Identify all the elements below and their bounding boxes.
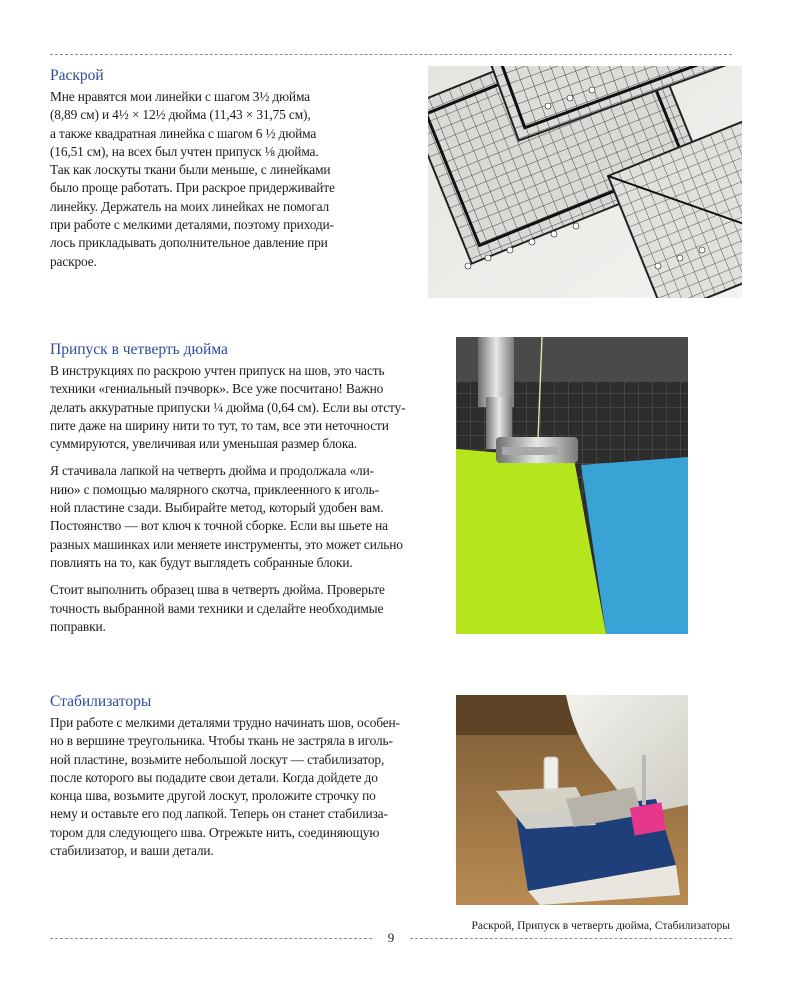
running-title: Раскрой, Припуск в четверть дюйма, Стабилизаторы — [471, 920, 730, 932]
text-line: раскрое. — [50, 253, 97, 269]
paragraph — [50, 362, 430, 453]
text-line: техники «гениальный пэчворк». Все уже посчитано! Важно — [50, 381, 384, 397]
text-line: линейку. Держатель на моих линейках не помогал — [50, 198, 330, 214]
sewing-machine-photo — [456, 695, 688, 905]
text-line: но в вершине треугольника. Чтобы ткань не застряла в иголь- — [50, 733, 393, 749]
text-line: нему и оставьте его под лапкой. Теперь он станет стабилиза- — [50, 806, 388, 822]
text-line: нию» с помощью малярного скотча, приклеенного к иголь- — [50, 481, 379, 497]
text-line: (8,89 см) и 4½ × 12½ дюйма (11,43 × 31,75 см), — [50, 107, 311, 123]
paragraph — [50, 714, 430, 860]
section-heading: Стабилизаторы — [50, 693, 152, 710]
bottom-divider-right — [410, 938, 732, 939]
paragraph — [50, 462, 430, 572]
text-line: поправки. — [50, 618, 106, 634]
section-cutting — [50, 66, 426, 280]
text-line: повлиять на то, как будут выглядеть собранные блоки. — [50, 554, 353, 570]
paragraph — [50, 88, 426, 271]
text-line: Мне нравятся мои линейки с шагом 3½ дюйма — [50, 89, 310, 104]
text-line: суммируются, увеличивая или уменьшая размер блока. — [50, 436, 357, 452]
text-line: конца шва, возьмите другой лоскут, проложите строчку по — [50, 788, 376, 804]
section-heading: Припуск в четверть дюйма — [50, 341, 228, 358]
text-line: лось прикладывать дополнительное давление при — [50, 235, 328, 251]
bottom-divider-left — [50, 938, 372, 939]
text-line: было проще работать. При раскрое придерживайте — [50, 180, 335, 196]
top-divider — [50, 54, 732, 55]
text-line: после которого вы подадите свои детали. Когда дойдете до — [50, 769, 378, 785]
section-quarter-inch — [50, 340, 430, 645]
text-line: Я стачивала лапкой на четверть дюйма и продолжала «ли- — [50, 463, 374, 479]
section-heading: Раскрой — [50, 67, 104, 84]
text-line: делать аккуратные припуски ¼ дюйма (0,64 см). Если вы отсту- — [50, 399, 406, 415]
text-line: при работе с мелкими деталями, поэтому приходи- — [50, 217, 334, 233]
text-line: точность выбранной вами техники и сделайте необходимые — [50, 600, 384, 616]
presser-foot-photo — [456, 337, 688, 634]
paragraph — [50, 581, 430, 636]
text-line: (16,51 см), на всех был учтен припуск ⅛ дюйма. — [50, 143, 319, 159]
text-line: ной пластине, возьмите небольшой лоскут — стабилизатор, — [50, 751, 385, 767]
text-line: а также квадратная линейка с шагом 6 ½ дюйма — [50, 125, 317, 141]
text-line: стабилизатор, и ваши детали. — [50, 843, 214, 859]
text-line: Так как лоскуты ткани были меньше, с линейками — [50, 162, 331, 178]
text-line: Стоит выполнить образец шва в четверть дюйма. Проверьте — [50, 582, 385, 598]
text-line: ной пластине сзади. Выбирайте метод, который удобен вам. — [50, 500, 384, 516]
rulers-photo — [428, 66, 742, 298]
section-stabilizers — [50, 692, 430, 869]
page-number: 9 — [387, 930, 395, 945]
text-line: тором для следующего шва. Отрежьте нить, соединяющую — [50, 824, 380, 840]
text-line: Постоянство — вот ключ к точной сборке. Если вы шьете на — [50, 518, 388, 534]
text-line: разных машинках или меняете инструменты, это может сильно — [50, 536, 403, 552]
text-line: В инструкциях по раскрою учтен припуск на шов, это часть — [50, 363, 385, 378]
text-line: При работе с мелкими деталями трудно начинать шов, особен- — [50, 715, 400, 730]
text-line: пите даже на ширину нити то тут, то там, все эти неточности — [50, 417, 389, 433]
